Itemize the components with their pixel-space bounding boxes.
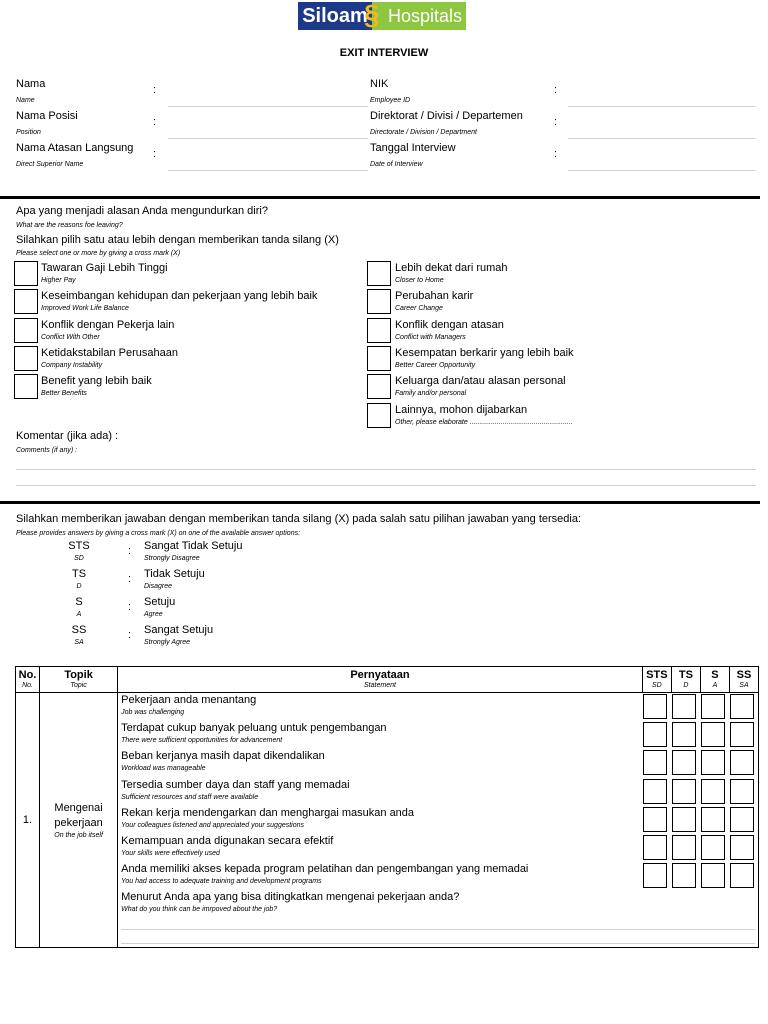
scale-code: TS bbox=[71, 568, 87, 580]
reason-checkbox[interactable] bbox=[367, 374, 391, 399]
scale-label-sub: Agree bbox=[144, 611, 163, 618]
reason-label: Lebih dekat dari rumah bbox=[395, 262, 508, 274]
scale-label-sub: Disagree bbox=[144, 583, 173, 590]
ts-answer-checkbox[interactable] bbox=[672, 807, 696, 832]
table-header-sub: SD bbox=[651, 682, 662, 689]
left-field-label: Nama Posisi bbox=[16, 110, 78, 122]
reason-checkbox[interactable] bbox=[14, 318, 38, 343]
logo-s-mark-icon: § bbox=[364, 0, 380, 30]
scale-code-sub: SA bbox=[74, 639, 84, 646]
reason-label-sub: Other, please elaborate ..................................................... bbox=[395, 418, 573, 426]
sts-answer-checkbox[interactable] bbox=[643, 807, 667, 832]
statement-label-sub: There were sufficient opportunities for advancement bbox=[121, 737, 283, 745]
s-answer-checkbox[interactable] bbox=[701, 722, 725, 747]
sts-answer-checkbox[interactable] bbox=[643, 835, 667, 860]
scale-code-sub: D bbox=[76, 583, 82, 590]
right-field-input-line[interactable] bbox=[568, 138, 755, 139]
ss-answer-checkbox[interactable] bbox=[730, 863, 754, 888]
reason-label: Lainnya, mohon dijabarkan bbox=[395, 403, 528, 416]
reason-label: Konflik dengan Pekerja lain bbox=[41, 318, 175, 331]
right-field-label: Tanggal Interview bbox=[370, 142, 456, 154]
table-header-label: Pernyataan bbox=[350, 669, 410, 681]
table-header-label: Topik bbox=[64, 669, 93, 681]
ts-answer-checkbox[interactable] bbox=[672, 835, 696, 860]
table-header-cell bbox=[671, 667, 700, 693]
reason-label: Keseimbangan kehidupan dan pekerjaan yang lebih baik bbox=[41, 290, 318, 303]
table-header-sub: SA bbox=[739, 682, 749, 689]
reason-label-sub: Better Career Opportunity bbox=[395, 361, 476, 369]
table-header-sub: D bbox=[683, 682, 689, 689]
s-answer-checkbox[interactable] bbox=[701, 779, 725, 804]
ss-answer-checkbox[interactable] bbox=[730, 722, 754, 747]
ss-answer-checkbox[interactable] bbox=[730, 779, 754, 804]
comment-label-sub: Comments (if any) : bbox=[16, 447, 78, 454]
table-header-cell bbox=[729, 667, 758, 693]
right-field-colon: : bbox=[554, 148, 558, 160]
open-answer-line-1[interactable] bbox=[121, 929, 755, 930]
left-field-colon: : bbox=[153, 84, 157, 96]
left-field-input-line[interactable] bbox=[168, 170, 368, 171]
table-header-cell bbox=[40, 667, 118, 693]
section-divider-1 bbox=[0, 196, 760, 199]
reason-checkbox[interactable] bbox=[14, 374, 38, 399]
scale-label: Tidak Setuju bbox=[144, 568, 205, 580]
reason-label-sub: Conflict With Other bbox=[41, 333, 100, 341]
right-field-colon: : bbox=[554, 116, 558, 128]
comment-line-2[interactable] bbox=[16, 485, 756, 486]
reason-label-sub: Family and/or personal bbox=[395, 390, 467, 398]
logo-siloam-text: Siloam bbox=[298, 2, 372, 30]
ss-answer-checkbox[interactable] bbox=[730, 750, 754, 775]
scale-colon: : bbox=[128, 573, 132, 585]
table-header-cell bbox=[118, 667, 643, 693]
s-answer-checkbox[interactable] bbox=[701, 750, 725, 775]
statement-label-sub: Sufficient resources and staff were available bbox=[121, 793, 259, 801]
reason-checkbox[interactable] bbox=[14, 289, 38, 314]
ts-answer-checkbox[interactable] bbox=[672, 750, 696, 775]
scale-instruction: Silahkan memberikan jawaban dengan memberikan tanda silang (X) pada salah satu pilihan jawaban yang tersedia: bbox=[16, 513, 582, 525]
table-row bbox=[16, 693, 759, 948]
ss-answer-checkbox[interactable] bbox=[730, 807, 754, 832]
left-field-sub: Position bbox=[16, 129, 41, 136]
scale-label: Sangat Tidak Setuju bbox=[144, 540, 243, 552]
table-header-label: TS bbox=[678, 669, 693, 681]
statement-label-sub: Your skills were effectively used bbox=[121, 850, 220, 857]
scale-label: Setuju bbox=[144, 596, 176, 608]
scale-instruction-sub: Please provides answers by giving a cross mark (X) on one of the available answer options: bbox=[16, 530, 301, 537]
ss-answer-checkbox[interactable] bbox=[730, 835, 754, 860]
table-header-row bbox=[16, 667, 759, 693]
statement-label: Terdapat cukup banyak peluang untuk pengembangan bbox=[121, 722, 387, 735]
left-field-colon: : bbox=[153, 116, 157, 128]
right-field-sub: Employee ID bbox=[370, 97, 411, 104]
scale-code: SS bbox=[71, 624, 87, 636]
reason-label-sub: Conflict with Managers bbox=[395, 333, 466, 341]
reason-label-sub: Closer to Home bbox=[395, 277, 444, 284]
logo-hospitals-text: Hospitals bbox=[372, 2, 466, 30]
sts-answer-checkbox[interactable] bbox=[643, 750, 667, 775]
section-divider-2 bbox=[0, 501, 760, 504]
open-question-sub: What do you think can be imrpoved about the job? bbox=[121, 906, 278, 914]
reason-label-sub: Career Change bbox=[395, 305, 443, 313]
table-header-sub: Statement bbox=[364, 682, 396, 689]
left-field-input-line[interactable] bbox=[168, 138, 368, 139]
statement-label: Rekan kerja mendengarkan dan menghargai masukan anda bbox=[121, 806, 415, 819]
right-field-colon: : bbox=[554, 84, 558, 96]
topic-label: Mengenai pekerjaan bbox=[54, 801, 103, 829]
table-header-sub: A bbox=[712, 682, 718, 689]
table-header-sub: Topic bbox=[70, 682, 87, 689]
scale-label: Sangat Setuju bbox=[144, 624, 214, 636]
comment-line-1[interactable] bbox=[16, 469, 756, 470]
comment-label: Komentar (jika ada) : bbox=[16, 430, 119, 442]
scale-colon: : bbox=[128, 545, 132, 557]
reason-checkbox[interactable] bbox=[14, 261, 38, 286]
reason-label-sub: Higher Pay bbox=[41, 277, 76, 284]
ts-answer-checkbox[interactable] bbox=[672, 779, 696, 804]
statement-label-sub: Your colleagues listened and appreciated your suggestions bbox=[121, 821, 305, 829]
reasons-question: Apa yang menjadi alasan Anda mengundurkan diri? bbox=[16, 205, 268, 217]
reason-label-sub: Company Instability bbox=[41, 361, 103, 369]
sts-answer-checkbox[interactable] bbox=[643, 694, 667, 719]
statement-label-sub: Workload was manageable bbox=[121, 765, 206, 773]
scale-code-sub: SD bbox=[74, 555, 84, 562]
scale-colon: : bbox=[128, 601, 132, 613]
ss-answer-checkbox[interactable] bbox=[730, 694, 754, 719]
table-header-cell bbox=[16, 667, 40, 693]
ts-answer-checkbox[interactable] bbox=[672, 694, 696, 719]
reasons-question-sub: What are the reasons foe leaving? bbox=[16, 222, 123, 229]
sts-answer-checkbox[interactable] bbox=[643, 722, 667, 747]
sts-answer-checkbox[interactable] bbox=[643, 779, 667, 804]
left-field-sub: Direct Superior Name bbox=[16, 161, 84, 168]
reason-checkbox[interactable] bbox=[14, 346, 38, 371]
ts-answer-checkbox[interactable] bbox=[672, 863, 696, 888]
reason-label: Tawaran Gaji Lebih Tinggi bbox=[41, 262, 168, 274]
statements-cell bbox=[118, 693, 759, 948]
open-answer-line-2[interactable] bbox=[121, 943, 755, 944]
reason-label: Kesempatan berkarir yang lebih baik bbox=[395, 346, 574, 359]
table-header-label: SS bbox=[736, 669, 752, 681]
reasons-instruction-sub: Please select one or more by giving a cross mark (X) bbox=[16, 250, 181, 257]
statement-label-sub: You had access to adequate training and development programs bbox=[121, 878, 322, 886]
reason-label: Ketidakstabilan Perusahaan bbox=[41, 346, 178, 359]
statement-label: Beban kerjanya masih dapat dikendalikan bbox=[121, 750, 325, 763]
reason-checkbox[interactable] bbox=[367, 318, 391, 343]
left-field-label: Nama bbox=[16, 78, 46, 90]
topic-cell bbox=[40, 693, 118, 948]
s-answer-checkbox[interactable] bbox=[701, 807, 725, 832]
right-field-sub: Date of Interview bbox=[370, 161, 423, 168]
scale-code-sub: A bbox=[76, 611, 82, 618]
table-header-label: STS bbox=[646, 669, 668, 681]
reasons-instruction: Silahkan pilih satu atau lebih dengan memberikan tanda silang (X) bbox=[16, 234, 339, 246]
statement-label: Anda memiliki akses kepada program pelatihan dan pengembangan yang memadai bbox=[121, 863, 529, 876]
reason-label: Keluarga dan/atau alasan personal bbox=[395, 375, 566, 388]
topic-label-sub: On the job itself bbox=[54, 831, 103, 839]
left-field-sub: Name bbox=[16, 97, 35, 104]
scale-label-sub: Strongly Disagree bbox=[144, 555, 200, 562]
page-title: EXIT INTERVIEW bbox=[339, 47, 429, 59]
reason-checkbox[interactable] bbox=[367, 261, 391, 286]
statement-label: Pekerjaan anda menantang bbox=[121, 694, 257, 706]
row-number: 1. bbox=[16, 693, 40, 948]
table-header-label: No. bbox=[18, 669, 37, 681]
s-answer-checkbox[interactable] bbox=[701, 835, 725, 860]
siloam-logo bbox=[298, 2, 466, 30]
reason-label: Benefit yang lebih baik bbox=[41, 375, 152, 388]
right-field-label: NIK bbox=[370, 78, 389, 90]
table-header-cell bbox=[642, 667, 671, 693]
scale-colon: : bbox=[128, 629, 132, 641]
left-field-colon: : bbox=[153, 148, 157, 160]
scale-code: STS bbox=[68, 540, 90, 552]
right-field-input-line[interactable] bbox=[568, 106, 755, 107]
right-field-label: Direktorat / Divisi / Departemen bbox=[370, 110, 523, 122]
statement-label: Tersedia sumber daya dan staff yang memadai bbox=[121, 778, 350, 791]
table-header-cell bbox=[700, 667, 729, 693]
reason-checkbox[interactable] bbox=[367, 403, 391, 428]
table-header-label: S bbox=[711, 669, 719, 681]
left-field-label: Nama Atasan Langsung bbox=[16, 142, 134, 154]
scale-label-sub: Strongly Agree bbox=[144, 639, 191, 646]
reason-checkbox[interactable] bbox=[367, 289, 391, 314]
left-field-input-line[interactable] bbox=[168, 106, 368, 107]
reason-label: Perubahan karir bbox=[395, 290, 474, 303]
statement-label-sub: Job was challenging bbox=[121, 709, 185, 716]
ts-answer-checkbox[interactable] bbox=[672, 722, 696, 747]
statement-table bbox=[15, 666, 759, 948]
scale-code: S bbox=[75, 596, 83, 608]
open-question-label: Menurut Anda apa yang bisa ditingkatkan mengenai pekerjaan anda? bbox=[121, 891, 460, 904]
s-answer-checkbox[interactable] bbox=[701, 863, 725, 888]
reason-label-sub: Improved Work Life Balance bbox=[41, 305, 129, 313]
right-field-sub: Directorate / Division / Department bbox=[370, 129, 477, 136]
reason-label-sub: Better Benefits bbox=[41, 390, 87, 398]
s-answer-checkbox[interactable] bbox=[701, 694, 725, 719]
sts-answer-checkbox[interactable] bbox=[643, 863, 667, 888]
table-header-sub: No. bbox=[22, 682, 33, 689]
statement-label: Kemampuan anda digunakan secara efektif bbox=[121, 835, 334, 847]
reason-label: Konflik dengan atasan bbox=[395, 318, 504, 331]
reason-checkbox[interactable] bbox=[367, 346, 391, 371]
right-field-input-line[interactable] bbox=[568, 170, 755, 171]
